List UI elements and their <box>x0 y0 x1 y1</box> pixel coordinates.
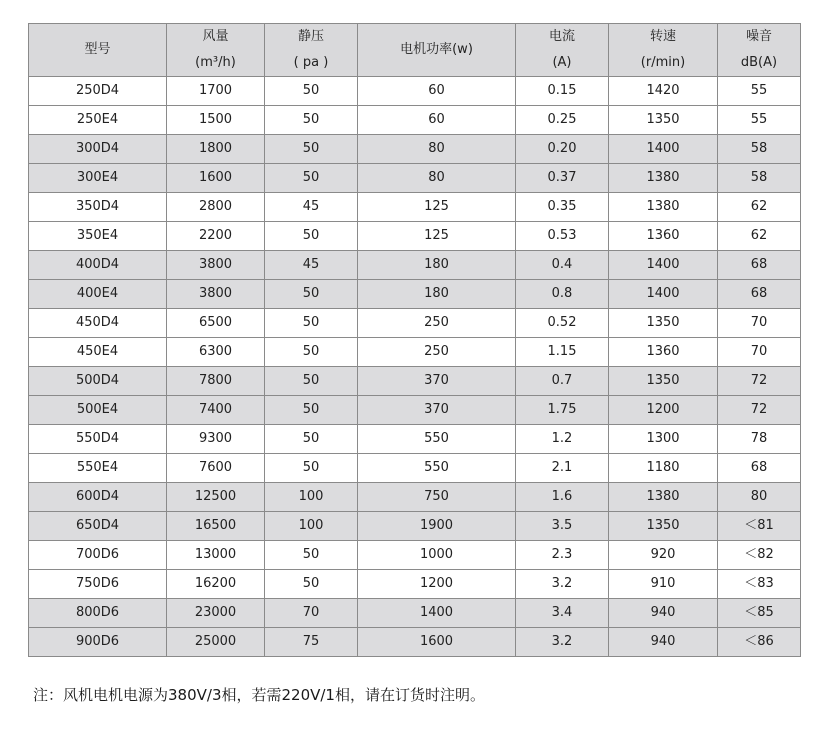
table-cell-airflow: 3800 <box>167 280 265 309</box>
table-cell-static-pressure: 50 <box>265 164 358 193</box>
table-cell-speed: 1380 <box>609 193 718 222</box>
table-cell-current: 0.15 <box>516 77 609 106</box>
table-cell-current: 2.1 <box>516 454 609 483</box>
table-cell-static-pressure: 50 <box>265 425 358 454</box>
table-row <box>29 164 801 193</box>
table-cell-airflow: 1600 <box>167 164 265 193</box>
column-header-unit: (r/min) <box>640 55 686 70</box>
table-cell-static-pressure: 70 <box>265 599 358 628</box>
table-cell-noise: ＜85 <box>718 599 801 628</box>
column-header-motor-power <box>358 24 516 77</box>
table-row <box>29 193 801 222</box>
table-cell-airflow: 7800 <box>167 367 265 396</box>
table-row <box>29 454 801 483</box>
table-cell-model: 900D6 <box>29 628 167 657</box>
table-cell-current: 1.75 <box>516 396 609 425</box>
table-cell-motor-power: 370 <box>358 367 516 396</box>
table-cell-noise: 70 <box>718 309 801 338</box>
table-cell-model: 750D6 <box>29 570 167 599</box>
table-cell-motor-power: 180 <box>358 280 516 309</box>
table-row <box>29 77 801 106</box>
table-cell-airflow: 1500 <box>167 106 265 135</box>
table-cell-model: 550E4 <box>29 454 167 483</box>
table-cell-airflow: 1700 <box>167 77 265 106</box>
table-cell-noise: 78 <box>718 425 801 454</box>
table-cell-current: 0.7 <box>516 367 609 396</box>
table-cell-motor-power: 125 <box>358 193 516 222</box>
table-cell-static-pressure: 50 <box>265 135 358 164</box>
footnote: 注：风机电机电源为380V/3相，若需220V/1相，请在订货时注明。 <box>33 686 485 704</box>
table-cell-motor-power: 250 <box>358 338 516 367</box>
table-cell-motor-power: 1200 <box>358 570 516 599</box>
table-cell-model: 400D4 <box>29 251 167 280</box>
table-cell-model: 650D4 <box>29 512 167 541</box>
table-header-row <box>29 24 801 77</box>
table-cell-model: 800D6 <box>29 599 167 628</box>
table-cell-motor-power: 180 <box>358 251 516 280</box>
table-row <box>29 280 801 309</box>
table-cell-airflow: 16200 <box>167 570 265 599</box>
table-cell-motor-power: 1000 <box>358 541 516 570</box>
table-cell-current: 0.4 <box>516 251 609 280</box>
table-cell-model: 400E4 <box>29 280 167 309</box>
table-cell-speed: 1360 <box>609 222 718 251</box>
table-cell-noise: 68 <box>718 280 801 309</box>
table-cell-speed: 1350 <box>609 106 718 135</box>
table-cell-speed: 1400 <box>609 280 718 309</box>
table-cell-airflow: 2800 <box>167 193 265 222</box>
table-cell-model: 700D6 <box>29 541 167 570</box>
table-cell-current: 0.37 <box>516 164 609 193</box>
table-cell-motor-power: 125 <box>358 222 516 251</box>
table-cell-motor-power: 550 <box>358 425 516 454</box>
table-cell-motor-power: 550 <box>358 454 516 483</box>
table-cell-static-pressure: 50 <box>265 454 358 483</box>
column-header-current <box>516 24 609 77</box>
table-cell-current: 3.4 <box>516 599 609 628</box>
table-cell-motor-power: 80 <box>358 164 516 193</box>
table-cell-motor-power: 370 <box>358 396 516 425</box>
table-cell-current: 1.6 <box>516 483 609 512</box>
table-cell-model: 450E4 <box>29 338 167 367</box>
table-cell-static-pressure: 100 <box>265 483 358 512</box>
table-cell-motor-power: 250 <box>358 309 516 338</box>
table-cell-noise: ＜83 <box>718 570 801 599</box>
table-cell-speed: 940 <box>609 599 718 628</box>
table-cell-speed: 1400 <box>609 251 718 280</box>
table-cell-model: 600D4 <box>29 483 167 512</box>
table-cell-current: 1.2 <box>516 425 609 454</box>
table-cell-airflow: 16500 <box>167 512 265 541</box>
table-cell-static-pressure: 50 <box>265 338 358 367</box>
table-cell-static-pressure: 50 <box>265 280 358 309</box>
column-header-speed <box>609 24 718 77</box>
table-cell-motor-power: 1900 <box>358 512 516 541</box>
table-row <box>29 396 801 425</box>
table-cell-motor-power: 750 <box>358 483 516 512</box>
table-cell-noise: 62 <box>718 222 801 251</box>
table-cell-current: 0.52 <box>516 309 609 338</box>
table-cell-noise: 58 <box>718 164 801 193</box>
table-row <box>29 570 801 599</box>
table-row <box>29 483 801 512</box>
table-cell-model: 500D4 <box>29 367 167 396</box>
table-cell-static-pressure: 50 <box>265 541 358 570</box>
table-cell-speed: 1180 <box>609 454 718 483</box>
column-header-model <box>29 24 167 77</box>
table-cell-static-pressure: 50 <box>265 222 358 251</box>
table-cell-speed: 910 <box>609 570 718 599</box>
table-cell-static-pressure: 50 <box>265 396 358 425</box>
table-cell-speed: 1350 <box>609 512 718 541</box>
table-cell-speed: 1300 <box>609 425 718 454</box>
table-cell-static-pressure: 45 <box>265 193 358 222</box>
table-row <box>29 599 801 628</box>
column-header-unit: dB(A) <box>740 55 778 70</box>
table-row <box>29 106 801 135</box>
table-cell-noise: 68 <box>718 251 801 280</box>
column-header-unit: (m³/h) <box>195 55 236 70</box>
table-cell-speed: 1380 <box>609 483 718 512</box>
table-cell-current: 3.2 <box>516 570 609 599</box>
fan-spec-table <box>28 23 801 657</box>
table-cell-noise: ＜82 <box>718 541 801 570</box>
column-header-unit: ( pa ) <box>293 55 329 70</box>
column-header-unit: (A) <box>552 55 572 70</box>
table-cell-motor-power: 60 <box>358 77 516 106</box>
table-cell-noise: 55 <box>718 77 801 106</box>
column-header-title: 风量 <box>202 29 229 44</box>
table-cell-current: 0.25 <box>516 106 609 135</box>
table-cell-static-pressure: 50 <box>265 106 358 135</box>
table-cell-model: 300D4 <box>29 135 167 164</box>
table-cell-current: 3.5 <box>516 512 609 541</box>
column-header-noise <box>718 24 801 77</box>
table-cell-airflow: 7400 <box>167 396 265 425</box>
table-cell-speed: 920 <box>609 541 718 570</box>
table-cell-speed: 940 <box>609 628 718 657</box>
table-cell-airflow: 6500 <box>167 309 265 338</box>
table-cell-airflow: 12500 <box>167 483 265 512</box>
table-cell-noise: ＜81 <box>718 512 801 541</box>
table-cell-static-pressure: 50 <box>265 367 358 396</box>
table-cell-current: 1.15 <box>516 338 609 367</box>
table-cell-speed: 1420 <box>609 77 718 106</box>
table-cell-noise: 58 <box>718 135 801 164</box>
table-cell-airflow: 2200 <box>167 222 265 251</box>
table-cell-static-pressure: 50 <box>265 309 358 338</box>
table-cell-model: 250D4 <box>29 77 167 106</box>
table-cell-noise: ＜86 <box>718 628 801 657</box>
column-header-title: 电机功率(w) <box>400 42 473 57</box>
table-cell-noise: 68 <box>718 454 801 483</box>
column-header-title: 噪音 <box>745 29 772 44</box>
table-cell-airflow: 23000 <box>167 599 265 628</box>
table-cell-model: 300E4 <box>29 164 167 193</box>
table-row <box>29 251 801 280</box>
column-header-title: 转速 <box>649 29 676 44</box>
column-header-static-pressure <box>265 24 358 77</box>
table-cell-noise: 72 <box>718 396 801 425</box>
table-cell-airflow: 1800 <box>167 135 265 164</box>
table-cell-motor-power: 60 <box>358 106 516 135</box>
table-cell-airflow: 13000 <box>167 541 265 570</box>
table-cell-static-pressure: 50 <box>265 77 358 106</box>
table-cell-speed: 1380 <box>609 164 718 193</box>
table-cell-speed: 1350 <box>609 309 718 338</box>
table-cell-motor-power: 80 <box>358 135 516 164</box>
table-cell-static-pressure: 75 <box>265 628 358 657</box>
table-cell-speed: 1360 <box>609 338 718 367</box>
table-cell-current: 0.8 <box>516 280 609 309</box>
column-header-title: 型号 <box>84 42 111 57</box>
column-header-title: 静压 <box>297 29 324 44</box>
table-body <box>29 77 801 657</box>
table-cell-static-pressure: 100 <box>265 512 358 541</box>
table-cell-airflow: 9300 <box>167 425 265 454</box>
table-cell-motor-power: 1600 <box>358 628 516 657</box>
table-cell-current: 0.35 <box>516 193 609 222</box>
table-cell-current: 0.20 <box>516 135 609 164</box>
table-row <box>29 309 801 338</box>
table-cell-speed: 1400 <box>609 135 718 164</box>
column-header-airflow <box>167 24 265 77</box>
table-cell-noise: 62 <box>718 193 801 222</box>
table-cell-speed: 1200 <box>609 396 718 425</box>
table-row <box>29 628 801 657</box>
table-cell-noise: 72 <box>718 367 801 396</box>
table-cell-static-pressure: 50 <box>265 570 358 599</box>
table-row <box>29 425 801 454</box>
table-cell-airflow: 7600 <box>167 454 265 483</box>
table-cell-speed: 1350 <box>609 367 718 396</box>
table-cell-airflow: 25000 <box>167 628 265 657</box>
table-cell-noise: 80 <box>718 483 801 512</box>
table-cell-current: 0.53 <box>516 222 609 251</box>
table-cell-model: 550D4 <box>29 425 167 454</box>
table-cell-current: 2.3 <box>516 541 609 570</box>
table-cell-model: 500E4 <box>29 396 167 425</box>
table-cell-current: 3.2 <box>516 628 609 657</box>
table-cell-model: 250E4 <box>29 106 167 135</box>
table-row <box>29 541 801 570</box>
table-cell-airflow: 3800 <box>167 251 265 280</box>
table-cell-model: 350E4 <box>29 222 167 251</box>
table-cell-static-pressure: 45 <box>265 251 358 280</box>
table-row <box>29 135 801 164</box>
table-cell-motor-power: 1400 <box>358 599 516 628</box>
table-row <box>29 512 801 541</box>
table-cell-noise: 70 <box>718 338 801 367</box>
table-cell-model: 450D4 <box>29 309 167 338</box>
table-row <box>29 338 801 367</box>
table-cell-airflow: 6300 <box>167 338 265 367</box>
table-row <box>29 222 801 251</box>
column-header-title: 电流 <box>548 29 575 44</box>
table-cell-noise: 55 <box>718 106 801 135</box>
table-row <box>29 367 801 396</box>
table-cell-model: 350D4 <box>29 193 167 222</box>
